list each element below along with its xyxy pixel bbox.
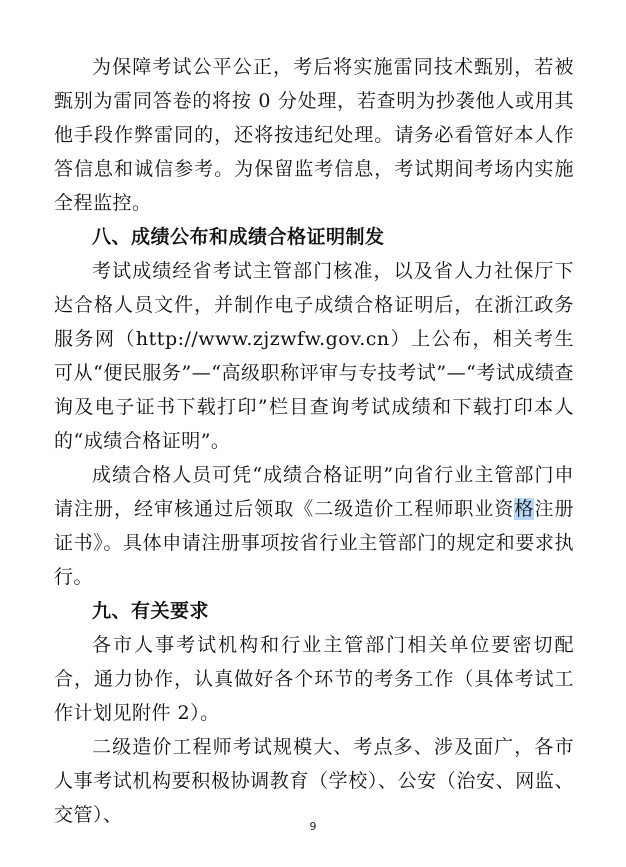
paragraph-cooperation: 各市人事考试机构和行业主管部门相关单位要密切配合，通力协作，认真做好各个环节的考务工作（具体考试工作计划见附件 2）。 [54,634,574,724]
paragraph-certificate-registration [54,458,574,594]
section-heading-9: 九、有关要求 [92,600,210,622]
paragraph-score-publication: 考试成绩经省考试主管部门核准，以及省人力社保厅下达合格人员文件，并制作电子成绩合格证明后，在浙江政务服务网（http://www.zjzwfw.gov.cn）上公布，相关考生可从“便民服务”—“高级职称评审与专技考试”—“考试成绩查询及电子证书下载打印”栏目查询考试成绩和下载打印本人的“成绩合格证明”。 [54,260,574,452]
paragraph-exam-fairness: 为保障考试公平公正，考后将实施雷同技术甄别，若被甄别为雷同答卷的将按 0 分处理，若查明为抄袭他人或用其他手段作弊雷同的，还将按违纪处理。请务必看管好本人作答信息和诚信参考。为保留监考信息，考试期间考场内实施全程监控。 [54,56,574,214]
page-number: 9 [309,820,317,833]
text-selection-highlight: 格 [514,498,535,520]
document-body [54,50,574,832]
registration-text-start: 成绩合格人员可凭“成绩合格证明”向省行业主管部门申请注册，经审核通过后领取《二级造价工程师职业资 [54,464,574,520]
section-heading-8: 八、成绩公布和成绩合格证明制发 [92,226,385,248]
registration-text-end: 注册证书》。具体申请注册事项按省行业主管部门的规定和要求执行。 [54,498,574,588]
paragraph-coordination: 二级造价工程师考试规模大、考点多、涉及面广，各市人事考试机构要积极协调教育（学校）、公安（治安、网监、交管）、 [54,736,574,826]
